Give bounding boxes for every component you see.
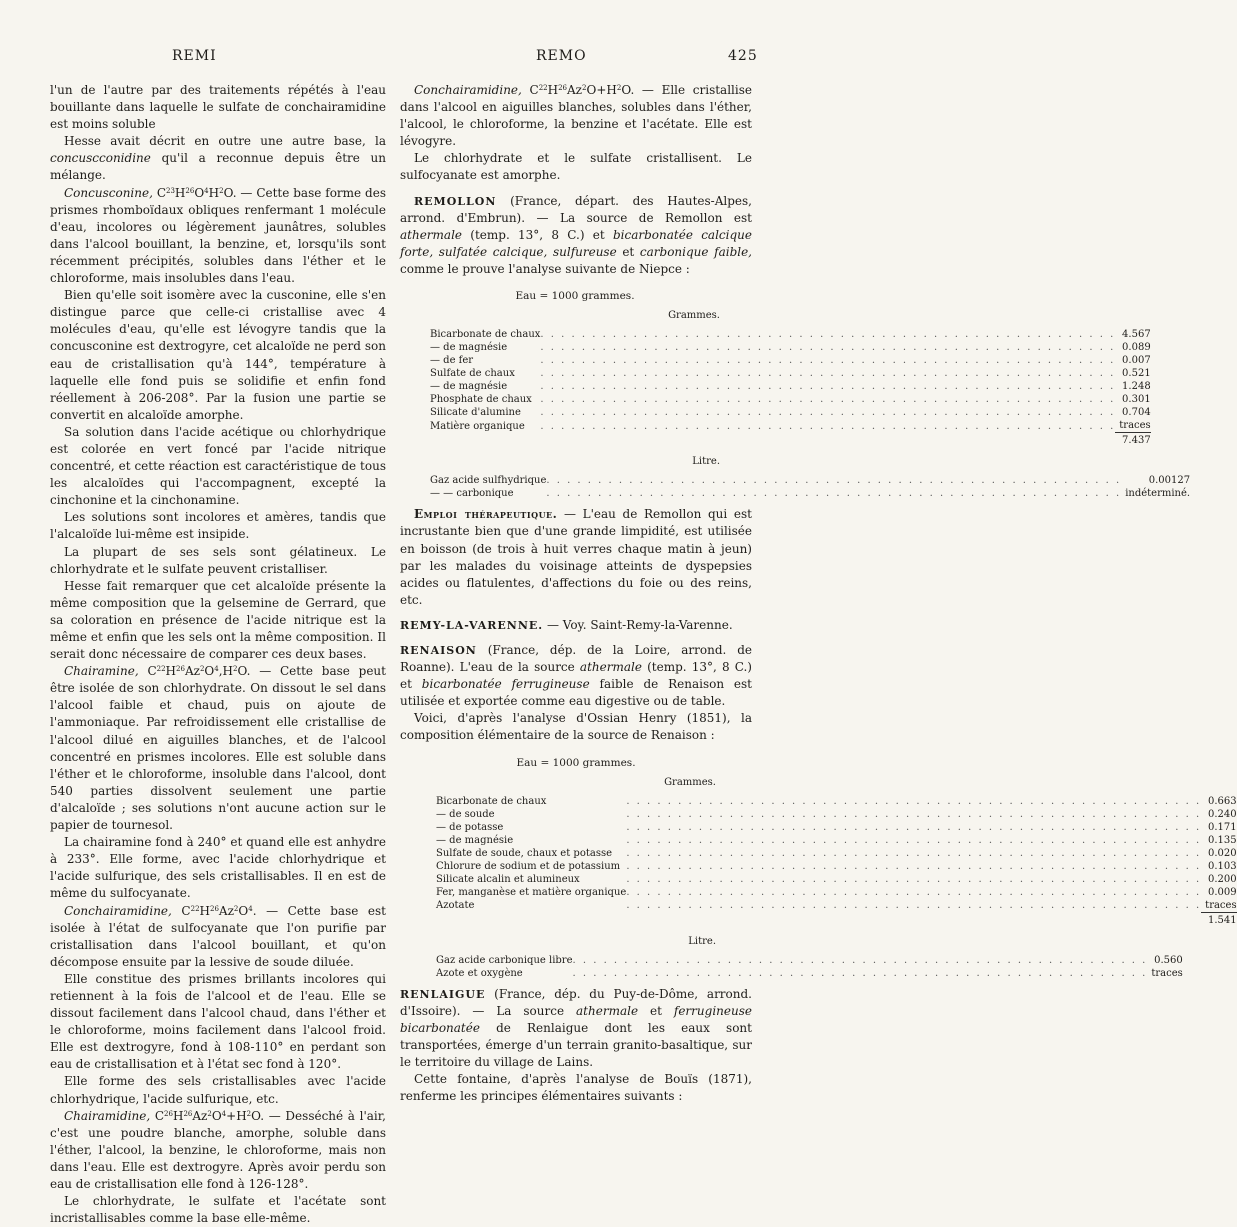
analysis-label: Phosphate de chaux [430,394,532,406]
leader-dots: . . . . . . . . . . . . . . . . . . . . . . . . . . . . . . . . . . . . . . . . . . . . . . . . . . . . . . . . [540,381,1116,393]
leader-dots: . . . . . . . . . . . . . . . . . . . . . . . . . . . . . . . . . . . . . . . . . . . . . . . . . . . . . . . . [572,967,1148,979]
analysis-label: Gaz acide carbonique libre [436,954,573,966]
analysis-rows [436,795,1237,927]
analysis-label: — de magnésie [436,834,514,846]
analysis-row [436,967,1183,980]
analysis-label: Fer, manganèse et matière organique [436,886,627,898]
analysis-caption: Eau = 1000 grammes. [516,756,636,769]
analysis-value: 0.704 [1122,407,1151,419]
leader-dots: . . . . . . . . . . . . . . . . . . . . . . . . . . . . . . . . . . . . . . . . . . . . . . . . . . . . . . . . [626,795,1202,807]
leader-dots: . . . . . . . . . . . . . . . . . . . . . . . . . . . . . . . . . . . . . . . . . . . . . . . . . . . . . . . . [626,834,1202,846]
analysis-row [430,419,1151,433]
leader-dots: . . . . . . . . . . . . . . . . . . . . . . . . . . . . . . . . . . . . . . . . . . . . . . . . . . . . . . . . [540,355,1116,367]
leader-dots: . . . . . . . . . . . . . . . . . . . . . . . . . . . . . . . . . . . . . . . . . . . . . . . . . . . . . . . . [546,488,1122,500]
analysis-value: traces [1205,899,1237,911]
analysis-row [436,899,1237,913]
leader-dots: . . . . . . . . . . . . . . . . . . . . . . . . . . . . . . . . . . . . . . . . . . . . . . . . . . . . . . . . [540,420,1116,432]
analysis-row [436,795,1237,808]
leader-dots: . . . . . . . . . . . . . . . . . . . . . . . . . . . . . . . . . . . . . . . . . . . . . . . . . . . . . . . . [626,900,1202,912]
analysis-caption: Eau = 1000 grammes. [515,290,635,303]
leader-dots: . . . . . . . . . . . . . . . . . . . . . . . . . . . . . . . . . . . . . . . . . . . . . . . . . . . . . . . . [540,368,1116,380]
headword: REMOLLON [414,194,497,208]
analysis-table-renaison [436,755,1237,980]
analysis-row [430,487,1190,500]
paragraph: Bien qu'elle soit isomère avec la cusconine, elle s'en distingue parce que celle-ci cristallise avec 4 molécules d'eau, qu'elle est lévogyre tandis que la concusconine est dextrogyre, cet alcaloïde ne perd son eau de cristallisation qu'à 144°, température à laquelle elle fond puis se solidifie et enfin fond réellement à 206-208°. Par la fusion une partie se convertit en alcaloïde amorphe. [50,288,386,422]
entry-chairamidine: Chairamidine, $C^{26}H^{26}Az^2O^4+H^2O$. — Desséché à l'air, c'est une poudre blanche, amorphe, soluble dans l'éther, l'alcool, la benzine, le chloroforme, mais non dans l'eau. Elle est dextrogyre. Après avoir perdu son eau de cristallisation elle fond à 126-128°. [50,1108,386,1191]
leader-dots: . . . . . . . . . . . . . . . . . . . . . . . . . . . . . . . . . . . . . . . . . . . . . . . . . . . . . . . . [572,954,1148,966]
analysis-value: 0.135 [1207,834,1237,846]
leader-dots: . . . . . . . . . . . . . . . . . . . . . . . . . . . . . . . . . . . . . . . . . . . . . . . . . . . . . . . . [540,407,1116,419]
paragraph: Elle forme des sels cristallisables avec l'acide chlorhydrique, l'acide sulfurique, etc. [50,1074,386,1106]
analysis-table-remollon [430,288,1191,500]
paragraph: Sa solution dans l'acide acétique ou chlorhydrique est colorée en vert foncé par l'acide nitrique concentré, et cette réaction est caractéristique de tous les alcaloïdes qui l'accompagnent, excepté la cinchonine et la cinchonamine. [50,424,386,508]
paragraph: Hesse avait décrit en outre une autre base, la concuscconidine qu'il a reconnue depuis être un mélange. [50,134,386,183]
paragraph: Hesse fait remarquer que cet alcaloïde présente la même composition que la gelsemine de Gerrard, que sa coloration en présence de l'acide nitrique est la même et enfin que les sels ont la même composition. Il serait donc nécessaire de comparer ces deux bases. [50,578,386,662]
entry-remollon: REMOLLON (France, départ. des Hautes-Alpes, arrond. d'Embrun). — La source de Remollon est athermale (temp. 13°, 8 C.) et bicarbonatée calcique forte, sulfatée calcique, sulfureuse et carbonique faible, comme le prouve l'analyse suivante de Niepce : [400,193,752,276]
leader-dots: . . . . . . . . . . . . . . . . . . . . . . . . . . . . . . . . . . . . . . . . . . . . . . . . . . . . . . . . [540,342,1116,354]
analysis-label: — de magnésie [430,342,508,354]
paragraph: Les solutions sont incolores et amères, tandis que l'alcaloïde lui-même est insipide. [50,510,386,542]
leader-dots: . . . . . . . . . . . . . . . . . . . . . . . . . . . . . . . . . . . . . . . . . . . . . . . . . . . . . . . . [626,821,1202,833]
entry-remy-la-varenne: REMY-LA-VARENNE. — Voy. Saint-Remy-la-Varenne. [400,617,733,632]
analysis-value: 0.240 [1207,808,1237,820]
headword: REMY-LA-VARENNE. [400,618,544,632]
analysis-total: 7.437 [1115,433,1150,448]
analysis-value: 0.103 [1207,860,1237,872]
analysis-value: indéterminé. [1125,488,1191,500]
analysis-label: Silicate d'alumine [430,407,521,419]
headword: RENAISON [400,643,477,657]
left-column [50,82,386,1227]
paragraph: l'un de l'autre par des traitements répétés à l'eau bouillante dans laquelle le sulfate de conchairamidine est moins soluble [50,83,386,132]
analysis-label: Sulfate de soude, chaux et potasse [436,847,612,859]
analysis-value: 4.567 [1122,329,1151,341]
analysis-unit: Grammes. [668,310,720,322]
leader-dots: . . . . . . . . . . . . . . . . . . . . . . . . . . . . . . . . . . . . . . . . . . . . . . . . . . . . . . . . [626,873,1202,885]
left-running-title: REMI [172,48,217,64]
gas-rows [430,474,1190,500]
subheading: Emploi thérapeutique. [414,507,558,522]
analysis-total: 1.541 [1201,912,1236,927]
leader-dots: . . . . . . . . . . . . . . . . . . . . . . . . . . . . . . . . . . . . . . . . . . . . . . . . . . . . . . . . [626,808,1202,820]
entry-conchairamidine: Conchairamidine, $C^{22}H^{26}Az^2O^4$. — Cette base est isolée à l'état de sulfocyanate que l'on purifie par cristallisation dans l'alcool bouillant, et qu'on décompose ensuite par la lessive de soude diluée. [50,903,386,969]
analysis-label: Gaz acide sulfhydrique [430,475,547,487]
analysis-label: Bicarbonate de chaux [430,329,541,341]
analysis-row [436,873,1237,886]
entry-concusconine: Concusconine, $C^{23}H^{26}O^4H^2O$. — Cette base forme des prismes rhomboïdaux obliques renfermant 1 molécule d'eau, incolores ou légèrement jaunâtres, solubles dans l'alcool bouillant, la benzine, et, lorsqu'ils sont récemment précipités, solubles dans l'éther et le chloroforme, mais insolubles dans l'eau. [50,185,386,286]
paragraph: Le chlorhydrate et le sulfate cristallisent. Le sulfocyanate est amorphe. [400,151,752,183]
right-column [400,82,1237,1105]
analysis-row [436,886,1237,899]
analysis-row [430,354,1151,367]
leader-dots: . . . . . . . . . . . . . . . . . . . . . . . . . . . . . . . . . . . . . . . . . . . . . . . . . . . . . . . . [546,475,1122,487]
analysis-row [430,380,1151,393]
gas-rows [436,954,1183,980]
analysis-value: 0.009 [1207,886,1237,898]
running-header [0,48,800,72]
analysis-value: 0.663 [1207,795,1237,807]
paragraph: La chairamine fond à 240° et quand elle est anhydre à 233°. Elle forme, avec l'acide chlorhydrique et l'acide sulfurique, des sels cristallisables. Il en est de même du sulfocyanate. [50,835,386,901]
analysis-row [430,406,1151,419]
leader-dots: . . . . . . . . . . . . . . . . . . . . . . . . . . . . . . . . . . . . . . . . . . . . . . . . . . . . . . . . [540,329,1116,341]
analysis-total-row [430,433,1151,448]
analysis-label: — de magnésie [430,381,508,393]
leader-dots: . . . . . . . . . . . . . . . . . . . . . . . . . . . . . . . . . . . . . . . . . . . . . . . . . . . . . . . . [540,394,1116,406]
analysis-label: Matière organique [430,420,525,432]
analysis-total-row [436,912,1237,927]
leader-dots: . . . . . . . . . . . . . . . . . . . . . . . . . . . . . . . . . . . . . . . . . . . . . . . . . . . . . . . . [626,886,1202,898]
analysis-row [430,474,1190,487]
analysis-label: — de fer [430,355,474,367]
analysis-row [436,834,1237,847]
entry-conchairamidine-2: Conchairamidine, $C^{22}H^{26}Az^2O+H^2O$. — Elle cristallise dans l'alcool en aiguilles blanches, solubles dans l'éther, l'alcool, le chloroforme, la benzine et l'acétate. Elle est lévogyre. [400,83,752,149]
paragraph: Le chlorhydrate, le sulfate et l'acétate sont incristallisables comme la base elle-même. [50,1194,386,1226]
analysis-value: 0.301 [1122,394,1151,406]
paragraph: Elle constitue des prismes brillants incolores qui retiennent à la fois de l'alcool et de l'eau. Elle se dissout facilement dans l'alcool chaud, dans l'éther et le chloroforme, moins facilement dans l'alcool froid. Elle est dextrogyre, fond à 108-110° en perdant son eau de cristallisation et à l'état sec fond à 120°. [50,971,386,1072]
analysis-row [436,847,1237,860]
analysis-row [436,808,1237,821]
analysis-row [430,328,1151,341]
analysis-row [436,860,1237,873]
leader-dots: . . . . . . . . . . . . . . . . . . . . . . . . . . . . . . . . . . . . . . . . . . . . . . . . . . . . . . . . [626,847,1202,859]
page-number: 425 [728,48,758,64]
analysis-row [436,954,1183,967]
analysis-value: 0.007 [1122,355,1151,367]
analysis-value: 0.020 [1207,847,1237,859]
gas-unit: Litre. [692,456,720,468]
analysis-row [436,821,1237,834]
analysis-value: 0.521 [1122,368,1151,380]
paragraph: Voici, d'après l'analyse d'Ossian Henry (1851), la composition élémentaire de la source de Renaison : [400,711,752,743]
analysis-row [430,367,1151,380]
analysis-value: traces [1151,967,1183,979]
analysis-value: traces [1119,420,1151,432]
analysis-label: Azote et oxygène [436,967,523,979]
analysis-label: Bicarbonate de chaux [436,795,547,807]
analysis-value: 0.089 [1122,342,1151,354]
entry-emploi: Emploi thérapeutique. — L'eau de Remollon qui est incrustante bien que d'une grande limpidité, est utilisée en boisson (de trois à huit verres chaque matin à jeun) par les malades du voisinage atteints de dyspepsies acides ou flatulentes, d'affections du foie ou des reins, etc. [400,507,752,607]
analysis-label: Sulfate de chaux [430,368,515,380]
analysis-value: 0.171 [1207,821,1237,833]
analysis-value: 1.248 [1122,381,1151,393]
analysis-rows [430,328,1151,447]
entry-renlaigue: RENLAIGUE (France, dép. du Puy-de-Dôme, arrond. d'Issoire). — La source athermale et ferrugineuse bicarbonatée de Renlaigue dont les eaux sont transportées, émerge d'un terrain granito-basaltique, sur le territoire du village de Lains. [400,986,752,1070]
analysis-label: — de soude [436,808,495,820]
analysis-label: — de potasse [436,821,504,833]
paragraph: Cette fontaine, d'après l'analyse de Bouïs (1871), renferme les principes élémentaires suivants : [400,1072,752,1104]
analysis-label: — — carbonique [430,488,514,500]
paragraph: La plupart de ses sels sont gélatineux. Le chlorhydrate et le sulfate peuvent cristalliser. [50,544,386,576]
analysis-row [430,393,1151,406]
analysis-value: 0.00127 [1148,475,1191,487]
analysis-row [430,341,1151,354]
gas-unit: Litre. [688,935,716,947]
entry-chairamine: Chairamine, $C^{22}H^{26}Az^2O^4,H^2O$. — Cette base peut être isolée de son chlorhydrate. On dissout le sel dans l'alcool faible et chaud, puis on ajoute de l'ammoniaque. Par refroidissement elle cristallise de l'alcool dilué en aiguilles blanches, et de l'alcool concentré en prismes incolores. Elle est soluble dans l'éther et le chloroforme, insoluble dans l'alcool, dont 540 parties dissolvent seulement une partie d'alcaloïde ; ses solutions n'ont aucune action sur le papier de tournesol. [50,664,386,833]
analysis-label: Chlorure de sodium et de potassium [436,860,621,872]
entry-renaison: RENAISON (France, dép. de la Loire, arrond. de Roanne). L'eau de la source athermale (temp. 13°, 8 C.) et bicarbonatée ferrugineuse faible de Renaison est utilisée et exportée comme eau digestive ou de table. [400,642,752,709]
right-running-title: REMO [536,48,587,64]
analysis-value: 0.200 [1207,873,1237,885]
analysis-unit: Grammes. [664,776,716,788]
analysis-label: Silicate alcalin et alumineux [436,873,580,885]
analysis-label: Azotate [436,900,475,912]
leader-dots: . . . . . . . . . . . . . . . . . . . . . . . . . . . . . . . . . . . . . . . . . . . . . . . . . . . . . . . . [626,860,1202,872]
headword: RENLAIGUE [400,987,486,1001]
analysis-value: 0.560 [1154,954,1183,966]
